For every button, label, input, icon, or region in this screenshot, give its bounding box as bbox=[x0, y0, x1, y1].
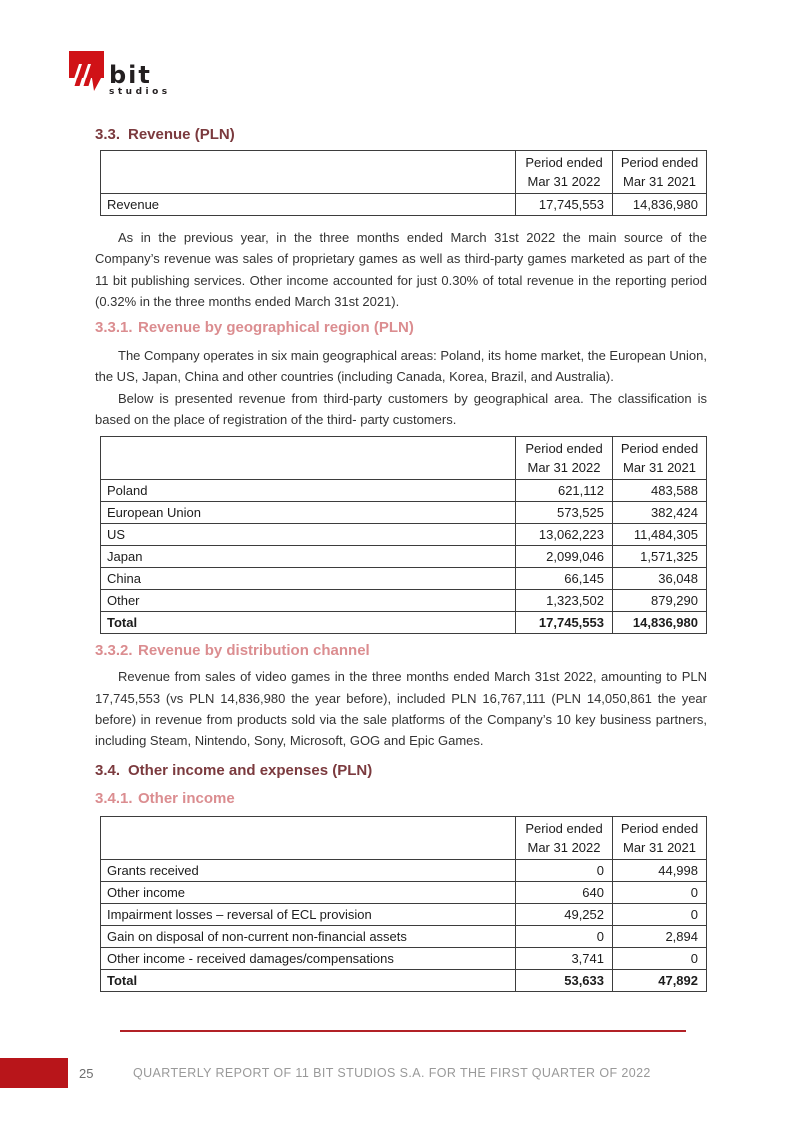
value-2022: 49,252 bbox=[516, 903, 613, 925]
row-label: Other bbox=[101, 590, 516, 612]
value-2021: 879,290 bbox=[613, 590, 707, 612]
header-line2: Mar 31 2021 bbox=[623, 460, 696, 476]
row-label: Impairment losses – reversal of ECL provision bbox=[101, 903, 516, 925]
table-row bbox=[101, 881, 707, 903]
header-line1: Period ended bbox=[525, 441, 603, 457]
value-2021: 382,424 bbox=[613, 502, 707, 524]
row-label: Poland bbox=[101, 480, 516, 502]
row-label: Grants received bbox=[101, 859, 516, 881]
table-header-row bbox=[101, 816, 707, 859]
heading-number: 3.3. bbox=[95, 126, 121, 143]
row-label: Total bbox=[101, 612, 516, 634]
value-2021: 483,588 bbox=[613, 480, 707, 502]
value-2022: 17,745,553 bbox=[516, 612, 613, 634]
table-row bbox=[101, 568, 707, 590]
heading-revenue bbox=[95, 126, 707, 144]
table-row bbox=[101, 546, 707, 568]
table-row bbox=[101, 859, 707, 881]
empty-header-cell bbox=[101, 816, 516, 859]
heading-other-income bbox=[95, 790, 707, 808]
value-2021: 14,836,980 bbox=[613, 612, 707, 634]
value-2022: 17,745,553 bbox=[516, 194, 613, 216]
value-2021: 2,894 bbox=[613, 925, 707, 947]
value-2022: 2,099,046 bbox=[516, 546, 613, 568]
heading-title: Other income bbox=[138, 789, 235, 807]
table-row bbox=[101, 480, 707, 502]
heading-title: Revenue (PLN) bbox=[128, 126, 235, 143]
value-2021: 44,998 bbox=[613, 859, 707, 881]
table-row bbox=[101, 502, 707, 524]
value-2021: 0 bbox=[613, 903, 707, 925]
table-total-row bbox=[101, 969, 707, 991]
footer-red-bar bbox=[0, 1058, 68, 1088]
column-header-2021 bbox=[613, 151, 707, 194]
header-line2: Mar 31 2021 bbox=[623, 174, 696, 189]
header-line2: Mar 31 2022 bbox=[527, 839, 601, 855]
value-2021: 36,048 bbox=[613, 568, 707, 590]
empty-header-cell bbox=[101, 151, 516, 194]
value-2021: 11,484,305 bbox=[613, 524, 707, 546]
table-row bbox=[101, 903, 707, 925]
heading-number: 3.4.1. bbox=[95, 789, 133, 807]
geographical-revenue-table bbox=[100, 436, 707, 634]
header-line1: Period ended bbox=[620, 155, 699, 170]
heading-number: 3.3.2. bbox=[95, 642, 133, 660]
column-header-2022 bbox=[516, 151, 613, 194]
column-header-2021 bbox=[613, 816, 707, 859]
document-content bbox=[95, 0, 707, 992]
value-2022: 1,323,502 bbox=[516, 590, 613, 612]
table-total-row bbox=[101, 612, 707, 634]
value-2022: 0 bbox=[516, 859, 613, 881]
header-line2: Mar 31 2022 bbox=[527, 174, 601, 189]
row-label: European Union bbox=[101, 502, 516, 524]
heading-title: Other income and expenses (PLN) bbox=[128, 761, 373, 779]
value-2022: 0 bbox=[516, 925, 613, 947]
value-2021: 14,836,980 bbox=[613, 194, 707, 216]
row-label: Total bbox=[101, 969, 516, 991]
logo-bit-text: bit bbox=[109, 61, 152, 89]
table-row bbox=[101, 524, 707, 546]
heading-number: 3.4. bbox=[95, 761, 121, 779]
row-label: Gain on disposal of non-current non-financial assets bbox=[101, 925, 516, 947]
header-line1: Period ended bbox=[525, 155, 603, 170]
heading-title: Revenue by geographical region (PLN) bbox=[138, 319, 414, 337]
other-income-table bbox=[100, 816, 707, 992]
value-2021: 1,571,325 bbox=[613, 546, 707, 568]
value-2022: 640 bbox=[516, 881, 613, 903]
revenue-table bbox=[100, 150, 707, 216]
paragraph-revenue: As in the previous year, in the three months ended March 31st 2022 the main source of the Company’s revenue was sales of proprietary games as well as third-party games marketed as part of the 11 bit publishing services. Other income accounted for just 0.30% of total revenue in the reporting period (0.32% in the three months ended March 31st 2021). bbox=[95, 230, 707, 309]
logo-studios-text: studios bbox=[109, 87, 171, 97]
column-header-2022 bbox=[516, 816, 613, 859]
heading-distribution-channel bbox=[95, 642, 707, 660]
row-label: Other income - received damages/compensations bbox=[101, 947, 516, 969]
table-row bbox=[101, 947, 707, 969]
table-row bbox=[101, 590, 707, 612]
value-2022: 573,525 bbox=[516, 502, 613, 524]
column-header-2021 bbox=[613, 437, 707, 480]
table-row bbox=[101, 194, 707, 216]
value-2022: 621,112 bbox=[516, 480, 613, 502]
header-line2: Mar 31 2021 bbox=[623, 839, 696, 855]
header-line2: Mar 31 2022 bbox=[527, 460, 601, 476]
header-line1: Period ended bbox=[620, 441, 699, 457]
footer-divider-line bbox=[120, 1030, 686, 1032]
row-label: Revenue bbox=[101, 194, 516, 216]
row-label: China bbox=[101, 568, 516, 590]
table-header-row bbox=[101, 437, 707, 480]
value-2021: 0 bbox=[613, 947, 707, 969]
heading-title: Revenue by distribution channel bbox=[138, 642, 370, 660]
heading-number: 3.3.1. bbox=[95, 319, 133, 337]
table-header-row bbox=[101, 151, 707, 194]
paragraph-geo-1: The Company operates in six main geographical areas: Poland, its home market, the European Union, the US, Japan, China and other countries (including Canada, Korea, Brazil, and Australia). bbox=[95, 348, 707, 385]
value-2022: 53,633 bbox=[516, 969, 613, 991]
heading-other-income-expenses bbox=[95, 762, 707, 780]
heading-geo-region bbox=[95, 319, 707, 337]
column-header-2022 bbox=[516, 437, 613, 480]
header-line1: Period ended bbox=[525, 820, 603, 836]
paragraph-distribution: Revenue from sales of video games in the three months ended March 31st 2022, amounting to PLN 17,745,553 (vs PLN 14,836,980 the year before), included PLN 16,767,111 (PLN 14,050,861 the year before) in revenue from products sold via the sale platforms of the Company’s 10 key business partners, including Steam, Nintendo, Sony, Microsoft, GOG and Epic Games. bbox=[95, 669, 707, 749]
footer-report-title: QUARTERLY REPORT OF 11 BIT STUDIOS S.A. FOR THE FIRST QUARTER OF 2022 bbox=[133, 1066, 651, 1080]
page-number: 25 bbox=[79, 1066, 94, 1081]
value-2021: 47,892 bbox=[613, 969, 707, 991]
value-2022: 13,062,223 bbox=[516, 524, 613, 546]
row-label: Other income bbox=[101, 881, 516, 903]
row-label: Japan bbox=[101, 546, 516, 568]
header-line1: Period ended bbox=[620, 820, 699, 836]
row-label: US bbox=[101, 524, 516, 546]
value-2022: 3,741 bbox=[516, 947, 613, 969]
value-2022: 66,145 bbox=[516, 568, 613, 590]
table-row bbox=[101, 925, 707, 947]
empty-header-cell bbox=[101, 437, 516, 480]
paragraph-geo-2: Below is presented revenue from third-party customers by geographical area. The classification is based on the place of registration of the third- party customers. bbox=[95, 390, 707, 428]
value-2021: 0 bbox=[613, 881, 707, 903]
